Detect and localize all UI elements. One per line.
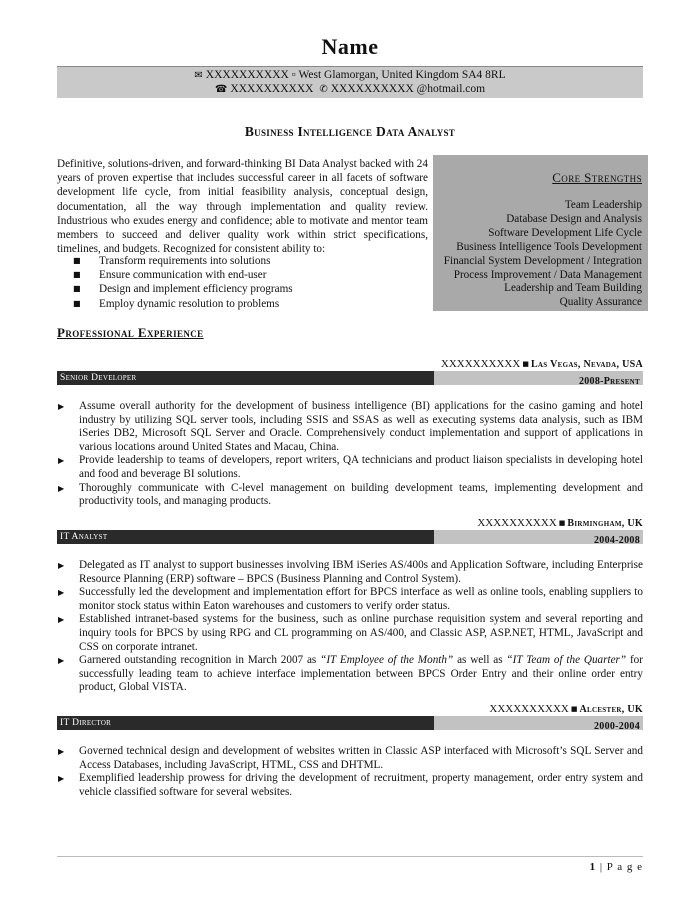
role-title: IT Director xyxy=(57,716,437,730)
strength-item: Quality Assurance xyxy=(559,296,642,309)
square-bullet-icon: ■ xyxy=(73,270,81,280)
summary-bullets xyxy=(57,254,428,311)
list-item: ▶ Successfully led the development and implementation effort for BPCS interface as well as online tools, enabling suppliers to monitor stock status within Eaton warehouses and customers to verify order status. xyxy=(58,586,643,612)
list-item: ▶ Provide leadership to teams of developers, report writers, QA technicians and product liaison specialists in developing hotel and food and beverage BI solutions. xyxy=(58,454,643,480)
arrow-bullet-icon: ▶ xyxy=(58,747,65,756)
award-name: “IT Employee of the Month” xyxy=(320,654,454,667)
separator-icon: ■ xyxy=(558,519,566,527)
square-bullet-icon: ■ xyxy=(73,256,81,265)
strength-item: Financial System Development / Integration xyxy=(443,254,642,267)
footer-divider xyxy=(57,856,643,857)
page-label: | P a g e xyxy=(599,861,643,873)
list-item: ▶ Exemplified leadership prowess for driving the development of recruitment, property management, order entry system and vehicle classified software for several websites. xyxy=(58,772,643,798)
experience-heading: Professional Experience xyxy=(57,325,204,340)
arrow-bullet-icon: ▶ xyxy=(58,588,65,598)
job-bullets xyxy=(57,745,643,799)
summary-paragraph: Definitive, solutions-driven, and forward-thinking BI Data Analyst backed with 24 years of proven expertise that includes successful career in all facets of software development life cycle, from initial feasibility analysis, conceptual design, documentation, all the way through implementation and quality review. Industrious who exudes energy and confidence; able to motivate and mentor team members to succeed and deliver quality work within strict specifications, timelines, and budgets. Recognized for consistent ability to: xyxy=(57,158,428,256)
list-item: ▶ Thoroughly communicate with C-level management on building development teams, implementing development and productivity tools, and managing products. xyxy=(58,481,643,508)
role-dates: 2008-Present xyxy=(578,376,640,387)
city: Las Vegas, Nevada, USA xyxy=(530,359,643,370)
arrow-bullet-icon: ▶ xyxy=(58,774,65,784)
square-bullet-icon: ■ xyxy=(73,298,81,308)
role-dates: 2004-2008 xyxy=(593,535,640,546)
phone-icon: ☎ xyxy=(214,84,228,95)
list-item: ■ Ensure communication with end-user xyxy=(73,269,267,282)
strength-item: Software Development Life Cycle xyxy=(488,226,642,239)
square-bullet-icon: ■ xyxy=(73,284,81,294)
list-item: ▶ Delegated as IT analyst to support businesses involving IBM iSeries AS/400s and Application Software, including Enterprise Resource Planning (ERP) software – BPCS (Business Planning and Control System). xyxy=(58,559,643,585)
core-strengths-heading: Core Strengths xyxy=(552,170,642,185)
arrow-bullet-icon: ▶ xyxy=(58,402,65,411)
page-number: 1 xyxy=(589,861,597,873)
page-footer xyxy=(590,861,643,873)
email-text[interactable]: XXXXXXXXXX @hotmail.com xyxy=(330,83,486,95)
list-item: ▶ Garnered outstanding recognition in March 2007 as “IT Employee of the Month” as well as “IT Team of the Quarter” for successfully leading team to achieve interface implementation between BPCS Order Entry and their online order entry product, Global VISTA. xyxy=(58,654,644,694)
strength-item: Database Design and Analysis xyxy=(506,212,642,225)
separator-icon: ■ xyxy=(522,360,529,368)
job-bullets xyxy=(57,400,643,509)
phone-text: XXXXXXXXXX xyxy=(230,83,314,95)
envelope-icon: ✉ xyxy=(194,70,203,81)
company-name: XXXXXXXXXX xyxy=(440,358,521,370)
award-name: “IT Team of the Quarter” xyxy=(506,654,627,667)
address-line xyxy=(57,69,643,81)
role-dates-cell xyxy=(434,530,643,544)
role-bar xyxy=(57,371,643,385)
arrow-bullet-icon: ▶ xyxy=(58,483,65,493)
arrow-bullet-icon: ▶ xyxy=(58,656,65,666)
strength-item: Team Leadership xyxy=(564,199,642,211)
job-bullets xyxy=(57,559,643,695)
job-location xyxy=(489,703,643,715)
core-strengths-box xyxy=(433,155,648,311)
list-item: ▶ Assume overall authority for the development of business intelligence (BI) applications for the casino gaming and hotel industry by utilizing SQL server tools, including SSIS and SSAS as well as executing systems data analysis, such as IBM iSeries DB2, Microsoft SQL Server and Oracle. Comprehensively conduct implementation and support of applications in various locations around United States and Macau, China. xyxy=(58,400,643,453)
arrow-bullet-icon: ▶ xyxy=(58,615,65,625)
arrow-bullet-icon: ▶ xyxy=(58,456,65,466)
job-title: Business Intelligence Data Analyst xyxy=(244,124,456,139)
address-text: XXXXXXXXXX ▫ West Glamorgan, United Kingdom SA4 8RL xyxy=(205,69,506,81)
role-title: Senior Developer xyxy=(57,371,437,385)
city: Birmingham, UK xyxy=(567,518,643,529)
core-strengths-list xyxy=(444,199,642,310)
contact-bar xyxy=(57,66,643,98)
strength-item: Business Intelligence Tools Development xyxy=(456,240,642,253)
separator-icon: ■ xyxy=(570,705,578,713)
company-name: XXXXXXXXXX xyxy=(477,517,557,529)
strength-item: Leadership and Team Building xyxy=(504,282,642,295)
mobile-icon: ✆ xyxy=(319,84,328,95)
arrow-bullet-icon: ▶ xyxy=(58,561,65,570)
role-bar xyxy=(57,716,643,730)
list-item: ▶ Governed technical design and development of websites written in Classic ASP interfaced with Microsoft’s SQL Server and Access Databases, including JavaScript, HTML, CSS and DHTML. xyxy=(58,745,643,771)
job-location xyxy=(441,358,643,370)
list-item: ■ Employ dynamic resolution to problems xyxy=(73,297,280,310)
role-dates: 2000-2004 xyxy=(593,721,640,732)
strength-item: Process Improvement / Data Management xyxy=(453,268,642,281)
role-bar xyxy=(57,530,643,544)
list-item: ■ Design and implement efficiency programs xyxy=(73,283,293,296)
role-dates-cell xyxy=(434,716,643,730)
role-title: IT Analyst xyxy=(57,530,437,544)
phone-email-line xyxy=(57,83,643,95)
role-dates-cell xyxy=(434,371,643,385)
city: Alcester, UK xyxy=(579,704,643,715)
company-name: XXXXXXXXXX xyxy=(489,703,569,715)
list-item: ■ Transform requirements into solutions xyxy=(73,255,271,267)
list-item: ▶ Established intranet-based systems for the business, such as online purchase requisition system and several reporting and inquiry tools for BPCS by using RPG and CL programming on AS/400, and Classic ASP, ASP.NET, HTML, JavaScript and CSS on corporate intranet. xyxy=(58,613,643,653)
job-location xyxy=(477,517,643,529)
candidate-name: Name xyxy=(321,34,379,59)
